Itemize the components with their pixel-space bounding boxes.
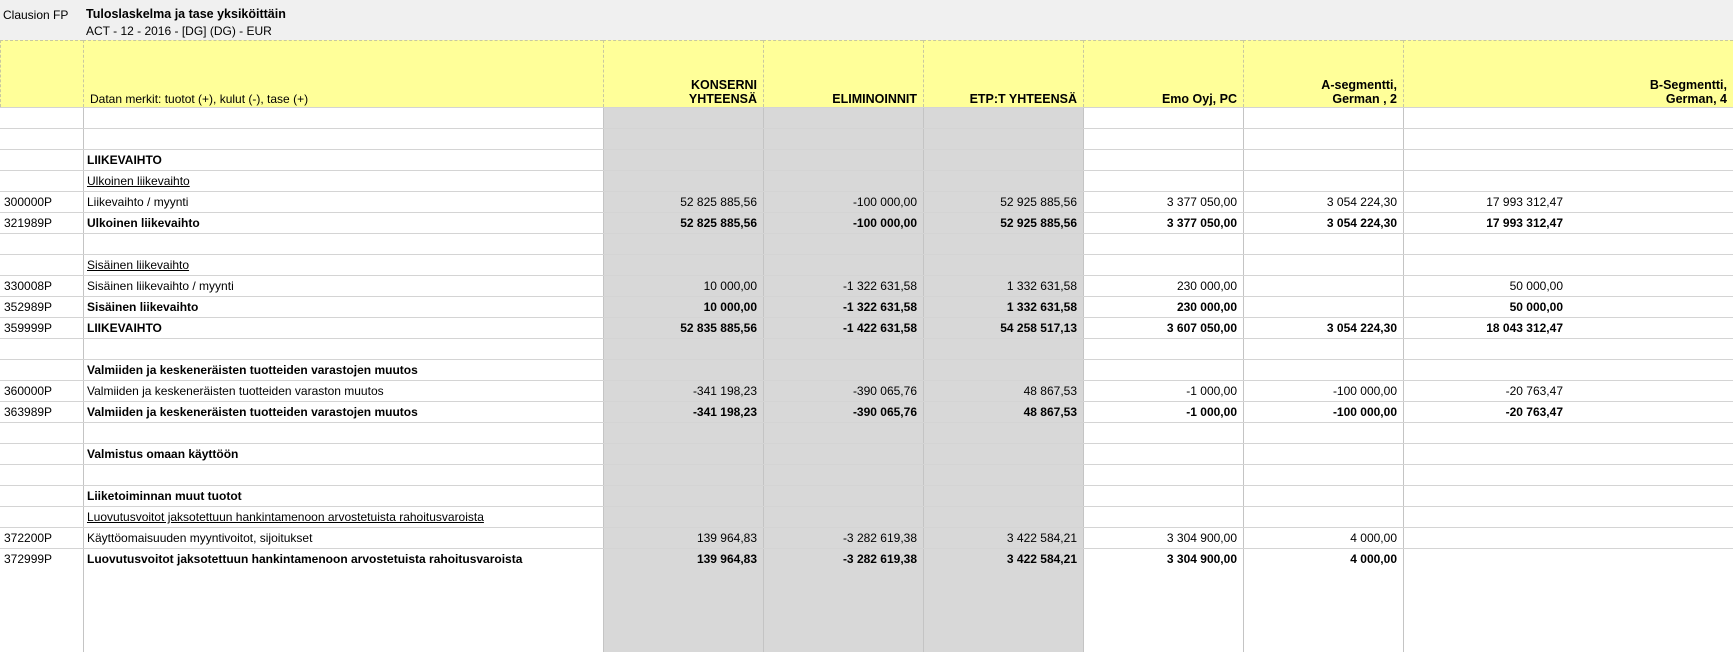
- value-b-segmentti: [1403, 507, 1569, 527]
- value-etpt-yhteensa: 3 422 584,21: [1006, 531, 1077, 545]
- account-label: Ulkoinen liikevaihto: [87, 174, 190, 188]
- account-code: 372999P: [4, 552, 53, 566]
- value-konserni-yhteensa: -341 198,23: [692, 405, 757, 419]
- account-code: [0, 507, 83, 527]
- table-row[interactable]: [0, 254, 1733, 275]
- value-eliminoinnit: -3 282 619,38: [842, 531, 917, 545]
- table-row[interactable]: [0, 548, 1733, 569]
- value-eliminoinnit: [763, 171, 923, 191]
- table-row[interactable]: [0, 359, 1733, 380]
- account-code: 321989P: [4, 216, 53, 230]
- value-etpt-yhteensa: [923, 150, 1083, 170]
- value-eliminoinnit: [763, 486, 923, 506]
- value-etpt-yhteensa: 48 867,53: [1023, 384, 1077, 398]
- account-label: Luovutusvoitot jaksotettuun hankintamenoon arvostetuista rahoitusvaroista: [87, 510, 484, 524]
- value-a-segmentti: 4 000,00: [1350, 531, 1397, 545]
- account-label: [83, 423, 603, 443]
- column-header-emo-oyj: Emo Oyj, PC: [1083, 40, 1243, 107]
- account-label: [83, 465, 603, 485]
- value-eliminoinnit: [763, 507, 923, 527]
- value-a-segmentti: 3 054 224,30: [1326, 321, 1397, 335]
- table-row[interactable]: [0, 464, 1733, 485]
- table-row[interactable]: [0, 422, 1733, 443]
- value-etpt-yhteensa: [923, 255, 1083, 275]
- account-code: [0, 150, 83, 170]
- table-row[interactable]: [0, 317, 1733, 338]
- table-row[interactable]: [0, 506, 1733, 527]
- value-eliminoinnit: [763, 234, 923, 254]
- account-label: LIIKEVAIHTO: [87, 321, 162, 335]
- column-header-account-label: Datan merkit: tuotot (+), kulut (-), tase (+): [83, 40, 603, 107]
- value-b-segmentti: [1403, 423, 1569, 443]
- value-eliminoinnit: -1 322 631,58: [842, 300, 917, 314]
- value-a-segmentti: [1243, 108, 1403, 128]
- table-row[interactable]: [0, 107, 1733, 128]
- value-eliminoinnit: [763, 255, 923, 275]
- account-code: 360000P: [4, 384, 53, 398]
- value-emo-oyj: [1083, 444, 1243, 464]
- account-code: [0, 255, 83, 275]
- account-code: [0, 129, 83, 149]
- value-konserni-yhteensa: -341 198,23: [692, 384, 757, 398]
- value-konserni-yhteensa: 52 825 885,56: [680, 195, 757, 209]
- value-eliminoinnit: -100 000,00: [852, 216, 917, 230]
- value-eliminoinnit: [763, 108, 923, 128]
- value-a-segmentti: [1243, 486, 1403, 506]
- value-eliminoinnit: [763, 150, 923, 170]
- value-b-segmentti: [1403, 465, 1569, 485]
- column-header-a-segmentti: A-segmentti, German , 2: [1243, 40, 1403, 107]
- account-code: 363989P: [4, 405, 53, 419]
- account-code: 352989P: [4, 300, 53, 314]
- value-b-segmentti: [1403, 339, 1569, 359]
- table-row[interactable]: [0, 233, 1733, 254]
- value-eliminoinnit: -1 422 631,58: [842, 321, 917, 335]
- table-row[interactable]: [0, 527, 1733, 548]
- value-emo-oyj: [1083, 150, 1243, 170]
- value-konserni-yhteensa: [603, 465, 763, 485]
- value-emo-oyj: 230 000,00: [1176, 279, 1237, 293]
- account-label: Valmiiden ja keskeneräisten tuotteiden varastojen muutos: [87, 405, 418, 419]
- value-emo-oyj: [1083, 108, 1243, 128]
- value-etpt-yhteensa: 54 258 517,13: [1000, 321, 1077, 335]
- app-name: Clausion FP: [3, 8, 69, 22]
- account-label: Valmiiden ja keskeneräisten tuotteiden varastojen muutos: [87, 363, 418, 377]
- value-a-segmentti: [1243, 339, 1403, 359]
- value-a-segmentti: [1243, 276, 1403, 296]
- value-konserni-yhteensa: [603, 255, 763, 275]
- value-eliminoinnit: [763, 444, 923, 464]
- value-emo-oyj: [1083, 234, 1243, 254]
- account-code: [0, 444, 83, 464]
- value-b-segmentti: [1403, 255, 1569, 275]
- value-konserni-yhteensa: 10 000,00: [703, 300, 757, 314]
- value-etpt-yhteensa: [923, 507, 1083, 527]
- table-row[interactable]: [0, 128, 1733, 149]
- value-konserni-yhteensa: [603, 171, 763, 191]
- value-emo-oyj: -1 000,00: [1186, 384, 1237, 398]
- value-etpt-yhteensa: [923, 360, 1083, 380]
- value-b-segmentti: 17 993 312,47: [1486, 195, 1563, 209]
- value-a-segmentti: [1243, 423, 1403, 443]
- value-etpt-yhteensa: [923, 171, 1083, 191]
- value-konserni-yhteensa: 52 835 885,56: [680, 321, 757, 335]
- value-b-segmentti: 50 000,00: [1509, 300, 1563, 314]
- table-row[interactable]: [0, 170, 1733, 191]
- table-row[interactable]: [0, 191, 1733, 212]
- value-eliminoinnit: -390 065,76: [852, 405, 917, 419]
- value-etpt-yhteensa: 1 332 631,58: [1006, 300, 1077, 314]
- table-row[interactable]: [0, 212, 1733, 233]
- account-label: [83, 339, 603, 359]
- account-code: [0, 360, 83, 380]
- value-eliminoinnit: -3 282 619,38: [842, 552, 917, 566]
- value-etpt-yhteensa: 52 925 885,56: [1000, 195, 1077, 209]
- value-a-segmentti: [1243, 171, 1403, 191]
- value-emo-oyj: [1083, 507, 1243, 527]
- value-eliminoinnit: -1 322 631,58: [842, 279, 917, 293]
- value-emo-oyj: 3 304 900,00: [1166, 531, 1237, 545]
- value-b-segmentti: 17 993 312,47: [1486, 216, 1563, 230]
- value-konserni-yhteensa: 139 964,83: [696, 552, 757, 566]
- value-konserni-yhteensa: [603, 423, 763, 443]
- value-b-segmentti: [1403, 486, 1569, 506]
- account-label: Sisäinen liikevaihto / myynti: [87, 279, 234, 293]
- table-row[interactable]: [0, 149, 1733, 170]
- account-label: Käyttöomaisuuden myyntivoitot, sijoitukset: [87, 531, 313, 545]
- value-b-segmentti: [1403, 528, 1569, 548]
- value-emo-oyj: [1083, 486, 1243, 506]
- value-etpt-yhteensa: 1 332 631,58: [1006, 279, 1077, 293]
- account-code: 300000P: [4, 195, 53, 209]
- account-code: 330008P: [4, 279, 53, 293]
- value-konserni-yhteensa: [603, 150, 763, 170]
- column-header-eliminoinnit: ELIMINOINNIT: [763, 40, 923, 107]
- value-emo-oyj: [1083, 465, 1243, 485]
- value-b-segmentti: [1403, 171, 1569, 191]
- value-emo-oyj: [1083, 360, 1243, 380]
- report-header: [0, 0, 1733, 40]
- account-code: [0, 171, 83, 191]
- value-b-segmentti: [1403, 108, 1569, 128]
- value-konserni-yhteensa: 139 964,83: [696, 531, 757, 545]
- account-label: LIIKEVAIHTO: [87, 153, 162, 167]
- value-a-segmentti: [1243, 360, 1403, 380]
- value-a-segmentti: [1243, 444, 1403, 464]
- table-row[interactable]: [0, 485, 1733, 506]
- report-subtitle: ACT - 12 - 2016 - [DG] (DG) - EUR: [86, 24, 272, 38]
- table-row[interactable]: [0, 275, 1733, 296]
- value-eliminoinnit: [763, 339, 923, 359]
- value-konserni-yhteensa: [603, 129, 763, 149]
- value-b-segmentti: [1403, 549, 1569, 569]
- report-title: Tuloslaskelma ja tase yksiköittäin: [86, 7, 286, 21]
- value-eliminoinnit: [763, 423, 923, 443]
- account-code: 359999P: [4, 321, 53, 335]
- value-etpt-yhteensa: 52 925 885,56: [1000, 216, 1077, 230]
- value-a-segmentti: [1243, 129, 1403, 149]
- account-code: [0, 423, 83, 443]
- account-label: [83, 129, 603, 149]
- value-emo-oyj: [1083, 129, 1243, 149]
- value-a-segmentti: 4 000,00: [1350, 552, 1397, 566]
- value-b-segmentti: [1403, 129, 1569, 149]
- table-row[interactable]: [0, 380, 1733, 401]
- account-code: [0, 465, 83, 485]
- value-eliminoinnit: [763, 129, 923, 149]
- value-konserni-yhteensa: [603, 360, 763, 380]
- value-konserni-yhteensa: [603, 108, 763, 128]
- value-etpt-yhteensa: [923, 465, 1083, 485]
- value-a-segmentti: [1243, 507, 1403, 527]
- value-konserni-yhteensa: 10 000,00: [703, 279, 757, 293]
- value-b-segmentti: [1403, 150, 1569, 170]
- account-label: Luovutusvoitot jaksotettuun hankintamenoon arvostetuista rahoitusvaroista: [87, 552, 523, 566]
- account-label: Liiketoiminnan muut tuotot: [87, 489, 242, 503]
- value-etpt-yhteensa: 3 422 584,21: [1006, 552, 1077, 566]
- value-etpt-yhteensa: 48 867,53: [1023, 405, 1077, 419]
- value-a-segmentti: -100 000,00: [1332, 405, 1397, 419]
- value-eliminoinnit: -390 065,76: [852, 384, 917, 398]
- account-code: [0, 234, 83, 254]
- value-b-segmentti: 50 000,00: [1509, 279, 1563, 293]
- value-b-segmentti: [1403, 360, 1569, 380]
- value-konserni-yhteensa: [603, 444, 763, 464]
- value-a-segmentti: [1243, 255, 1403, 275]
- value-b-segmentti: [1403, 444, 1569, 464]
- value-konserni-yhteensa: [603, 507, 763, 527]
- account-label: [83, 108, 603, 128]
- value-eliminoinnit: [763, 360, 923, 380]
- value-emo-oyj: [1083, 339, 1243, 359]
- value-emo-oyj: 3 377 050,00: [1166, 216, 1237, 230]
- value-emo-oyj: 3 607 050,00: [1166, 321, 1237, 335]
- value-etpt-yhteensa: [923, 108, 1083, 128]
- value-konserni-yhteensa: 52 825 885,56: [680, 216, 757, 230]
- account-code: [0, 339, 83, 359]
- value-emo-oyj: 3 304 900,00: [1166, 552, 1237, 566]
- value-a-segmentti: 3 054 224,30: [1326, 195, 1397, 209]
- value-emo-oyj: 3 377 050,00: [1166, 195, 1237, 209]
- value-etpt-yhteensa: [923, 234, 1083, 254]
- table-row[interactable]: [0, 443, 1733, 464]
- account-label: Ulkoinen liikevaihto: [87, 216, 200, 230]
- value-eliminoinnit: [763, 465, 923, 485]
- value-a-segmentti: [1243, 297, 1403, 317]
- value-a-segmentti: [1243, 465, 1403, 485]
- value-etpt-yhteensa: [923, 423, 1083, 443]
- value-etpt-yhteensa: [923, 444, 1083, 464]
- value-eliminoinnit: -100 000,00: [852, 195, 917, 209]
- value-konserni-yhteensa: [603, 234, 763, 254]
- value-emo-oyj: [1083, 171, 1243, 191]
- value-b-segmentti: -20 763,47: [1505, 384, 1563, 398]
- column-header-b-segmentti: B-Segmentti, German, 4: [1403, 40, 1733, 107]
- table-row[interactable]: [0, 338, 1733, 359]
- account-label: Sisäinen liikevaihto: [87, 258, 190, 272]
- value-b-segmentti: -20 763,47: [1505, 405, 1563, 419]
- account-label: Liikevaihto / myynti: [87, 195, 189, 209]
- value-konserni-yhteensa: [603, 486, 763, 506]
- account-code: [0, 486, 83, 506]
- account-code: 372200P: [4, 531, 53, 545]
- value-a-segmentti: [1243, 150, 1403, 170]
- value-emo-oyj: -1 000,00: [1186, 405, 1237, 419]
- account-label: Valmistus omaan käyttöön: [87, 447, 239, 461]
- account-label: Sisäinen liikevaihto: [87, 300, 199, 314]
- value-etpt-yhteensa: [923, 339, 1083, 359]
- value-emo-oyj: [1083, 423, 1243, 443]
- value-a-segmentti: -100 000,00: [1332, 384, 1397, 398]
- value-b-segmentti: [1403, 234, 1569, 254]
- value-b-segmentti: 18 043 312,47: [1486, 321, 1563, 335]
- account-label: Valmiiden ja keskeneräisten tuotteiden varaston muutos: [87, 384, 384, 398]
- table-row[interactable]: [0, 296, 1733, 317]
- column-header-etpt-yhteensa: ETP:T YHTEENSÄ: [923, 40, 1083, 107]
- account-code: [0, 108, 83, 128]
- column-header-code: [0, 40, 83, 107]
- value-etpt-yhteensa: [923, 486, 1083, 506]
- table-row[interactable]: [0, 401, 1733, 422]
- column-header-konserni-yhteensa: KONSERNI YHTEENSÄ: [603, 40, 763, 107]
- value-a-segmentti: 3 054 224,30: [1326, 216, 1397, 230]
- account-label: [83, 234, 603, 254]
- value-emo-oyj: [1083, 255, 1243, 275]
- value-etpt-yhteensa: [923, 129, 1083, 149]
- value-emo-oyj: 230 000,00: [1176, 300, 1237, 314]
- value-a-segmentti: [1243, 234, 1403, 254]
- value-konserni-yhteensa: [603, 339, 763, 359]
